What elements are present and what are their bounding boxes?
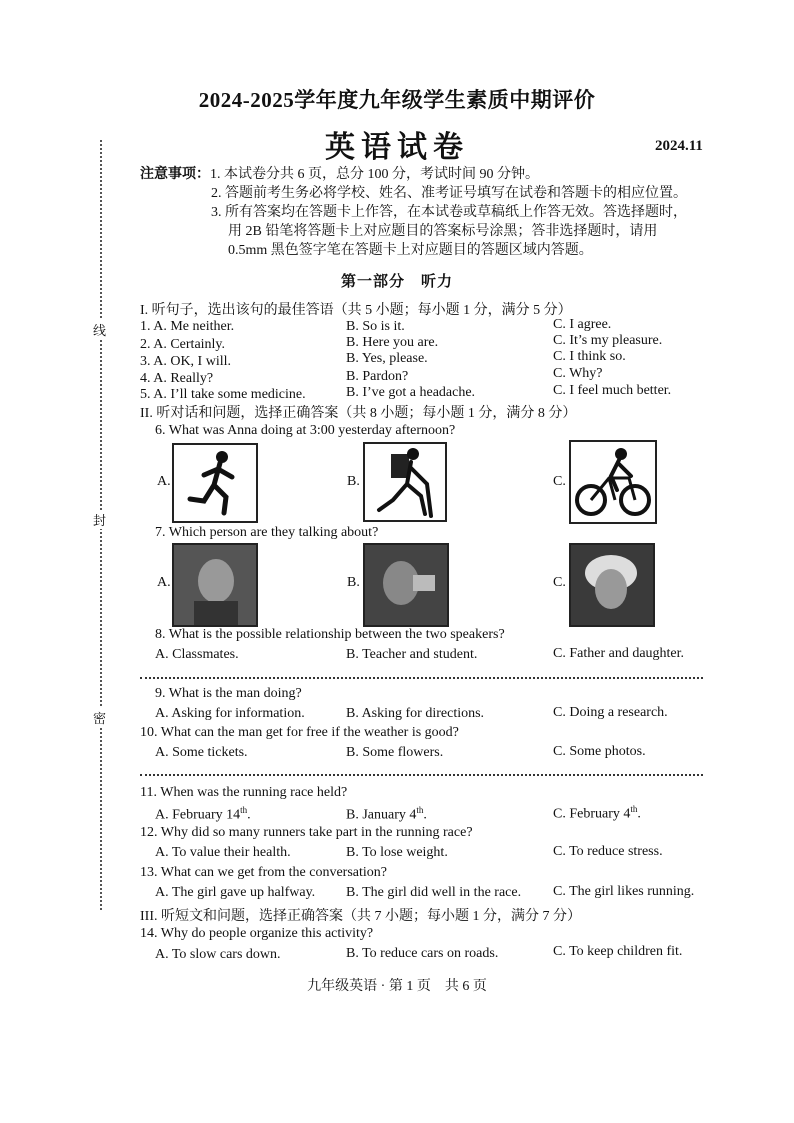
q12-option-c: C. To reduce stress. <box>553 844 663 859</box>
question-7-stem: 7. Which person are they talking about? <box>155 525 379 540</box>
note-item: 用 2B 铅笔将答题卡上对应题目的答案标号涂黑；答非选择题时，请用 <box>228 224 658 239</box>
q11-option-b <box>346 805 427 824</box>
question-13-stem: 13. What can we get from the conversation? <box>140 865 387 880</box>
q10-option-a: A. Some tickets. <box>155 745 248 760</box>
option-2c: C. It’s my pleasure. <box>553 333 663 348</box>
binding-char-xian: 线 <box>93 320 106 339</box>
hiking-man-image <box>363 442 447 522</box>
question-8-stem: 8. What is the possible relationship between the two speakers? <box>155 627 505 642</box>
q6-option-b-label: B. <box>347 474 360 489</box>
binding-char-mi: 密 <box>93 708 106 727</box>
cycling-girl-image <box>569 440 657 524</box>
subject-title: 英语试卷 <box>325 131 469 164</box>
q11-option-c-dot: . <box>637 806 641 822</box>
q12-option-b: B. To lose weight. <box>346 845 448 860</box>
q8-option-b: B. Teacher and student. <box>346 647 478 662</box>
note-item: 1. 本试卷分共 6 页，总分 100 分，考试时间 90 分钟。 <box>210 167 539 182</box>
option-2a: 2. A. Certainly. <box>140 337 226 352</box>
section-2-heading: II. 听对话和问题，选择正确答案（共 8 小题；每小题 1 分，满分 8 分） <box>140 406 577 421</box>
option-4c: C. Why? <box>553 366 603 381</box>
q14-option-a: A. To slow cars down. <box>155 947 281 962</box>
option-5b: B. I’ve got a headache. <box>346 385 476 400</box>
q7-option-b-label: B. <box>347 575 360 590</box>
question-11-stem: 11. When was the running race held? <box>140 785 348 800</box>
portrait-photo-a <box>172 543 258 627</box>
question-14-stem: 14. Why do people organize this activity? <box>140 926 374 941</box>
option-3a: 3. A. OK, I will. <box>140 354 231 369</box>
option-3b: B. Yes, please. <box>346 351 428 366</box>
q8-option-a: A. Classmates. <box>155 647 239 662</box>
q9-option-a: A. Asking for information. <box>155 706 305 721</box>
q6-option-a-label: A. <box>157 474 171 489</box>
q13-option-b: B. The girl did well in the race. <box>346 885 522 900</box>
q14-option-b: B. To reduce cars on roads. <box>346 946 499 961</box>
binding-char-feng: 封 <box>93 510 106 529</box>
part-heading: 第一部分 听力 <box>340 274 453 290</box>
q11-option-c <box>553 804 641 823</box>
note-item: 3. 所有答案均在答题卡上作答，在本试卷或草稿纸上作答无效。答选择题时， <box>211 205 687 220</box>
q11-option-a-dot: . <box>247 807 251 823</box>
running-girl-image <box>172 443 258 523</box>
q11-option-a <box>155 805 251 824</box>
q11-option-a-text: A. February 14 <box>155 807 241 823</box>
note-item: 0.5mm 黑色签字笔在答题卡上对应题目的答题区域内答题。 <box>228 243 593 258</box>
page-footer: 九年级英语 · 第 1 页 共 6 页 <box>307 979 487 994</box>
q14-option-c: C. To keep children fit. <box>553 944 683 959</box>
q11-option-c-sup: th <box>630 804 638 814</box>
notes-block <box>140 165 687 260</box>
q11-option-c-text: C. February 4 <box>553 806 631 822</box>
question-10-stem: 10. What can the man get for free if the weather is good? <box>140 725 459 740</box>
question-9-stem: 9. What is the man doing? <box>155 686 302 701</box>
q10-option-b: B. Some flowers. <box>346 745 444 760</box>
notes-label: 注意事项： <box>140 167 210 182</box>
q6-option-c-label: C. <box>553 474 566 489</box>
q11-option-b-dot: . <box>423 807 427 823</box>
option-4b: B. Pardon? <box>346 369 409 384</box>
q13-option-a: A. The girl gave up halfway. <box>155 885 316 900</box>
question-12-stem: 12. Why did so many runners take part in the running race? <box>140 825 473 840</box>
option-2b: B. Here you are. <box>346 335 439 350</box>
q9-option-c: C. Doing a research. <box>553 705 668 720</box>
q9-option-b: B. Asking for directions. <box>346 706 485 721</box>
note-item: 2. 答题前考生务必将学校、姓名、准考证号填写在试卷和答题卡的相应位置。 <box>211 186 687 201</box>
section-3-heading: III. 听短文和问题，选择正确答案（共 7 小题；每小题 1 分，满分 7 分） <box>140 909 581 924</box>
exam-title: 2024-2025学年度九年级学生素质中期评价 <box>198 88 596 112</box>
q12-option-a: A. To value their health. <box>155 845 291 860</box>
portrait-photo-b <box>363 543 449 627</box>
q11-option-a-sup: th <box>240 805 248 815</box>
option-1a: 1. A. Me neither. <box>140 319 235 334</box>
option-4a: 4. A. Really? <box>140 371 214 386</box>
section-1-heading: I. 听句子，选出该句的最佳答语（共 5 小题；每小题 1 分，满分 5 分） <box>140 303 572 318</box>
option-5a: 5. A. I’ll take some medicine. <box>140 387 306 402</box>
divider-2 <box>140 774 703 776</box>
option-3c: C. I think so. <box>553 349 626 364</box>
q7-option-a-label: A. <box>157 575 171 590</box>
q10-option-c: C. Some photos. <box>553 744 646 759</box>
question-6-stem: 6. What was Anna doing at 3:00 yesterday afternoon? <box>155 423 456 438</box>
q11-option-b-sup: th <box>416 805 424 815</box>
q7-option-c-label: C. <box>553 575 566 590</box>
q13-option-c: C. The girl likes running. <box>553 884 695 899</box>
q11-option-b-text: B. January 4 <box>346 807 417 823</box>
option-1b: B. So is it. <box>346 319 405 334</box>
q8-option-c: C. Father and daughter. <box>553 646 685 661</box>
option-5c: C. I feel much better. <box>553 383 672 398</box>
exam-date: 2024.11 <box>655 138 703 154</box>
portrait-photo-c <box>569 543 655 627</box>
option-1c: C. I agree. <box>553 317 612 332</box>
divider-1 <box>140 677 703 679</box>
